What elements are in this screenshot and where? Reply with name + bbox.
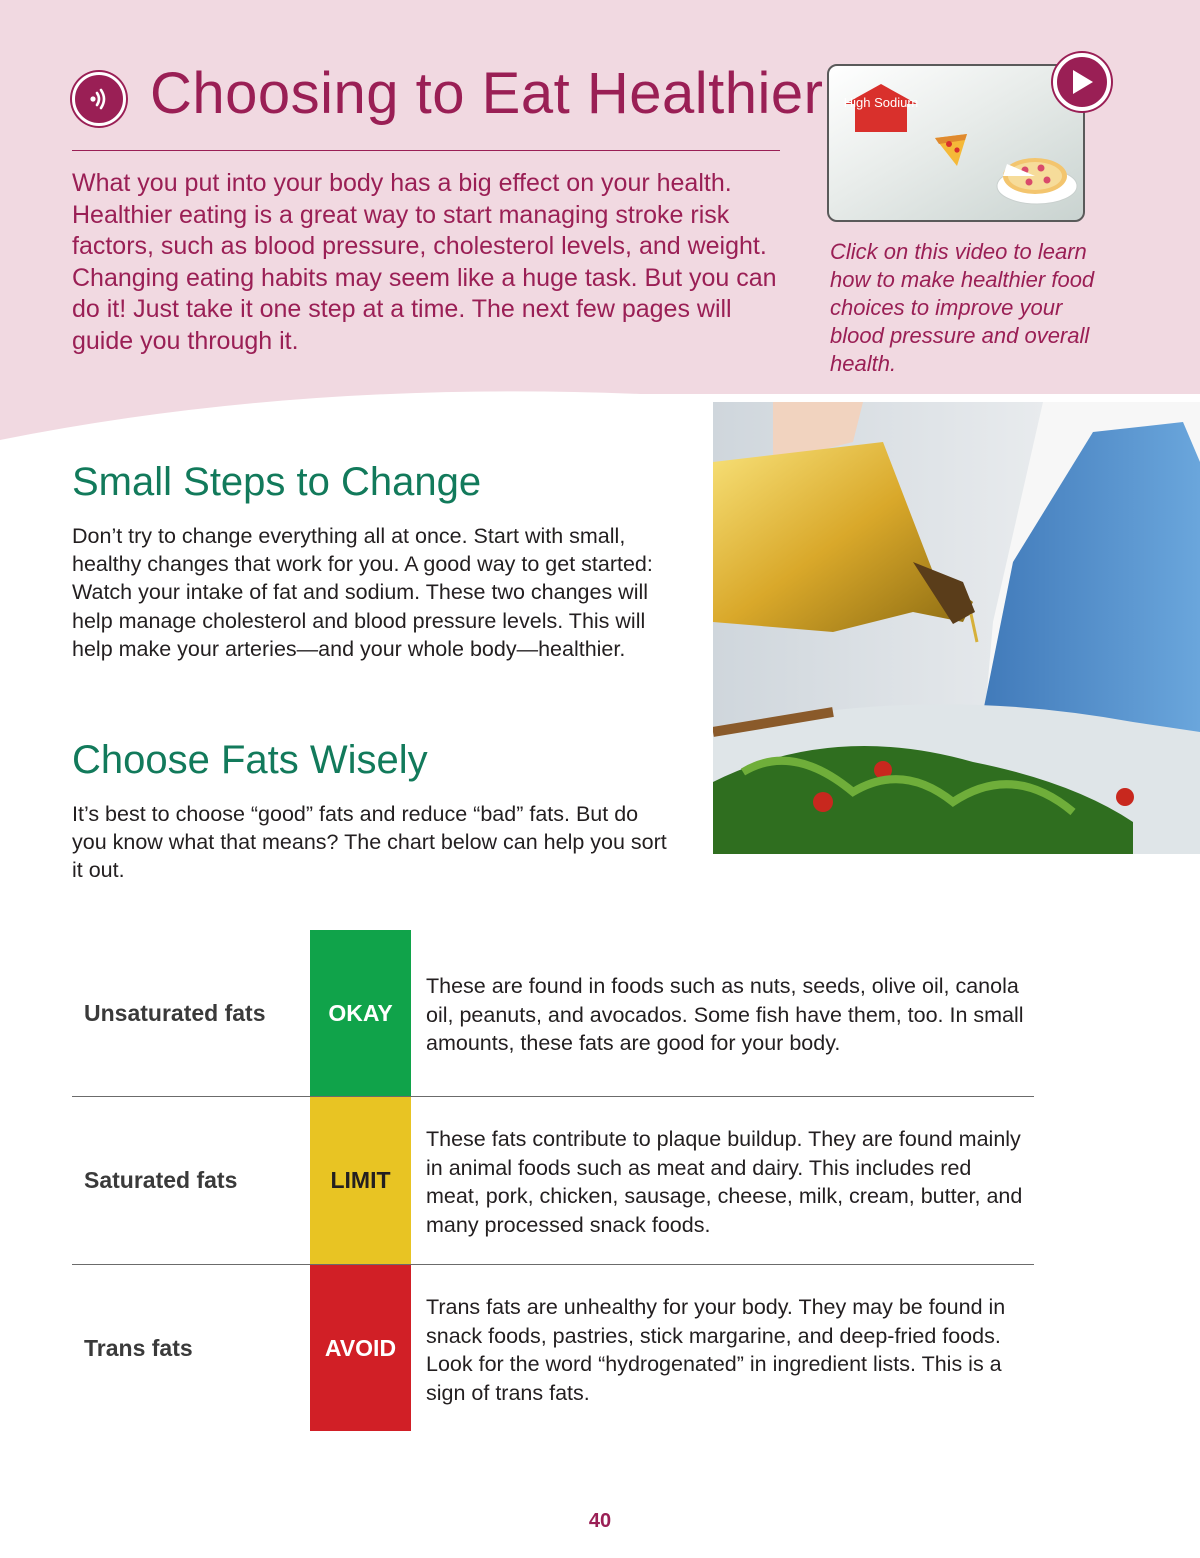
audio-speaker-icon <box>84 84 114 114</box>
play-icon <box>1069 68 1095 96</box>
cooking-photo <box>713 402 1200 854</box>
small-steps-body: Don’t try to change everything all at once. Start with small, healthy changes that work for you. A good way to get started: Watch your intake of fat and sodium. These two changes will help manage cholesterol and blood pressure levels. This will help make your arteries—and your whole body—healthier. <box>72 524 653 661</box>
limit-badge: LIMIT <box>310 1097 411 1264</box>
video-thumbnail[interactable] <box>827 64 1085 222</box>
choose-fats-body: It’s best to choose “good” fats and reduce “bad” fats. But do you know what that means? The chart below can help you sort it out. <box>72 802 667 883</box>
video-caption: Click on this video to learn how to make healthier food choices to improve your blood pressure and overall health. <box>830 239 1095 376</box>
fat-description: These are found in foods such as nuts, seeds, olive oil, canola oil, peanuts, and avocados. Some fish have them, too. In small amounts, these fats are good for your body. <box>426 974 1024 1055</box>
fat-description: Trans fats are unhealthy for your body. They may be found in snack foods, pastries, stick margarine, and deep-fried foods. Look for the word “hydrogenated” in ingredient lists. This is a sign of trans fats. <box>426 1295 1006 1405</box>
fat-row-unsaturated <box>72 930 1034 1097</box>
fat-row-saturated <box>72 1097 1034 1264</box>
fat-name: Trans fats <box>84 1335 193 1361</box>
avoid-badge: AVOID <box>310 1265 411 1431</box>
choose-fats-heading: Choose Fats Wisely <box>72 738 428 782</box>
fat-name: Unsaturated fats <box>84 1000 266 1026</box>
page-number: 40 <box>588 1510 612 1532</box>
page-title: Choosing to Eat Healthier <box>150 61 824 126</box>
fat-row-trans <box>72 1265 1034 1431</box>
intro-paragraph: What you put into your body has a big effect on your health. Healthier eating is a great way to start managing stroke risk factors, such as blood pressure, cholesterol levels, and weight. Changing eating habits may seem like a huge task. But you can do it! Just take it one step at a time. The next few pages will guide you through it. <box>72 169 777 355</box>
title-divider <box>72 150 780 151</box>
pizza-illustration <box>929 130 1079 210</box>
fat-description: These fats contribute to plaque buildup. They are found mainly in animal foods such as meat and dairy. This includes red meat, pork, chicken, sausage, cheese, milk, cream, butter, and many processed snack foods. <box>426 1127 1023 1237</box>
audio-button[interactable] <box>72 72 126 126</box>
high-sodium-label: High Sodium <box>843 95 919 110</box>
okay-badge: OKAY <box>310 930 411 1097</box>
fat-name: Saturated fats <box>84 1167 238 1193</box>
small-steps-heading: Small Steps to Change <box>72 460 482 504</box>
play-video-button[interactable] <box>1053 53 1111 111</box>
